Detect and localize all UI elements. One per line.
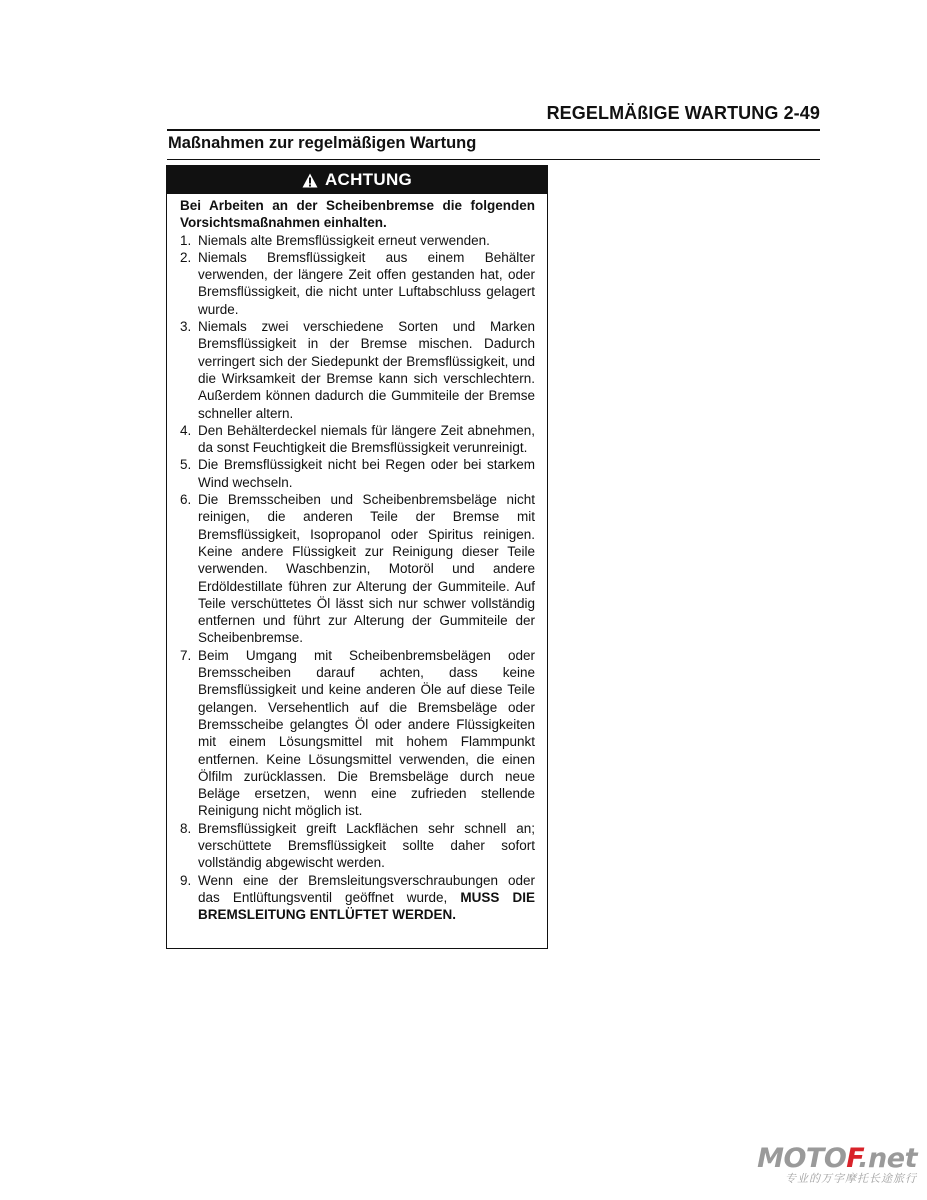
list-item-text: Niemals alte Bremsflüssigkeit erneut verwenden. — [198, 232, 490, 248]
page-header-title: REGELMÄßIGE WARTUNG 2-49 — [546, 103, 820, 123]
list-item-number: 4. — [180, 422, 192, 438]
list-item-number: 3. — [180, 319, 192, 335]
warning-intro: Bei Arbeiten an der Scheibenbremse die folgenden Vorsichtsmaßnahmen einhalten. — [180, 198, 535, 231]
list-item-text: Wenn eine der Bremsleitungsverschraubungen oder das Entlüftungsventil geöffnet wurde, — [198, 872, 535, 905]
warning-box — [166, 165, 548, 949]
watermark-brand — [757, 1145, 917, 1173]
watermark-logo — [757, 1145, 917, 1186]
list-item-number: 8. — [180, 820, 192, 836]
section-title: Maßnahmen zur regelmäßigen Wartung — [168, 134, 477, 152]
header-divider — [167, 129, 820, 131]
list-item-number: 2. — [180, 249, 192, 265]
list-item — [180, 491, 535, 647]
watermark-brand-accent: F — [846, 1143, 859, 1174]
list-item-number: 7. — [180, 647, 192, 663]
precaution-list — [180, 232, 535, 924]
list-item-number: 1. — [180, 232, 192, 248]
warning-body — [167, 194, 547, 923]
list-item-text: Die Bremsscheiben und Scheibenbremsbeläge nicht reinigen, die anderen Teile der Bremse mit Bremsflüssigkeit, Isopropanol oder Spiritus reinigen. Keine andere Flüssigkeit zur Reinigung dieser Teile verwenden. Waschbenzin, Motoröl und andere Erdöldestillate führen zur Alterung der Gummiteile. Auf Teile verschüttetes Öl lässt sich nur schwer vollständig entfernen und führt zur Alterung der Gummiteile der Scheibenbremse. — [198, 492, 535, 646]
warning-header — [167, 166, 547, 194]
list-item-text: Niemals Bremsflüssigkeit aus einem Behälter verwenden, der längere Zeit offen gestanden hat, oder Bremsflüssigkeit, die nicht unter Luftabschluss gelagert wurde. — [198, 249, 535, 317]
list-item-number: 6. — [180, 492, 192, 508]
section-divider — [167, 159, 820, 160]
list-item-text: Niemals zwei verschiedene Sorten und Marken Bremsflüssigkeit in der Bremse mischen. Dadurch verringert sich der Siedepunkt der Bremsflüssigkeit, und die Wirksamkeit der Bremse kann sich verschlechtern. Außerdem können dadurch die Gummiteile der Bremse schneller altern. — [198, 319, 535, 421]
list-item — [180, 872, 535, 924]
watermark-brand-main: MOTO — [757, 1143, 847, 1174]
warning-triangle-icon — [302, 173, 318, 188]
list-item — [180, 647, 535, 820]
list-item — [180, 318, 535, 422]
list-item-text: Bremsflüssigkeit greift Lackflächen sehr schnell an; verschüttete Bremsflüssigkeit sollte daher sofort vollständig abgewischt werden. — [198, 820, 535, 871]
list-item-number: 5. — [180, 457, 192, 473]
list-item — [180, 820, 535, 872]
list-item-number: 9. — [180, 872, 192, 888]
watermark-tagline: 专业的万字摩托长途旅行 — [785, 1173, 917, 1185]
list-item-text: Die Bremsflüssigkeit nicht bei Regen oder bei starkem Wind wechseln. — [198, 457, 535, 490]
list-item-text: Beim Umgang mit Scheibenbremsbelägen oder Bremsscheiben darauf achten, dass keine Bremsflüssigkeit und keine anderen Öle auf diese Teile gelangen. Versehentlich auf die Bremsbeläge oder Bremsscheibe gelangtes Öl oder andere Flüssigkeiten mit einem Lösungsmittel mit hohem Flammpunkt entfernen. Keine Lösungsmittel verwenden, die einen Ölfilm zurücklassen. Die Bremsbeläge durch neue Beläge ersetzen, wenn eine zufrieden stellende Reinigung nicht möglich ist. — [198, 647, 535, 819]
warning-label: ACHTUNG — [324, 170, 413, 189]
list-item-emphasis: MUSS DIE BREMSLEITUNG ENTLÜFTET WERDEN. — [198, 889, 535, 923]
list-item — [180, 422, 535, 457]
list-item — [180, 249, 535, 318]
watermark-brand-suffix: .net — [858, 1143, 917, 1174]
list-item — [180, 232, 535, 249]
list-item — [180, 456, 535, 491]
list-item-text: Den Behälterdeckel niemals für längere Zeit abnehmen, da sonst Feuchtigkeit die Bremsflüssigkeit verunreinigt. — [198, 422, 535, 456]
